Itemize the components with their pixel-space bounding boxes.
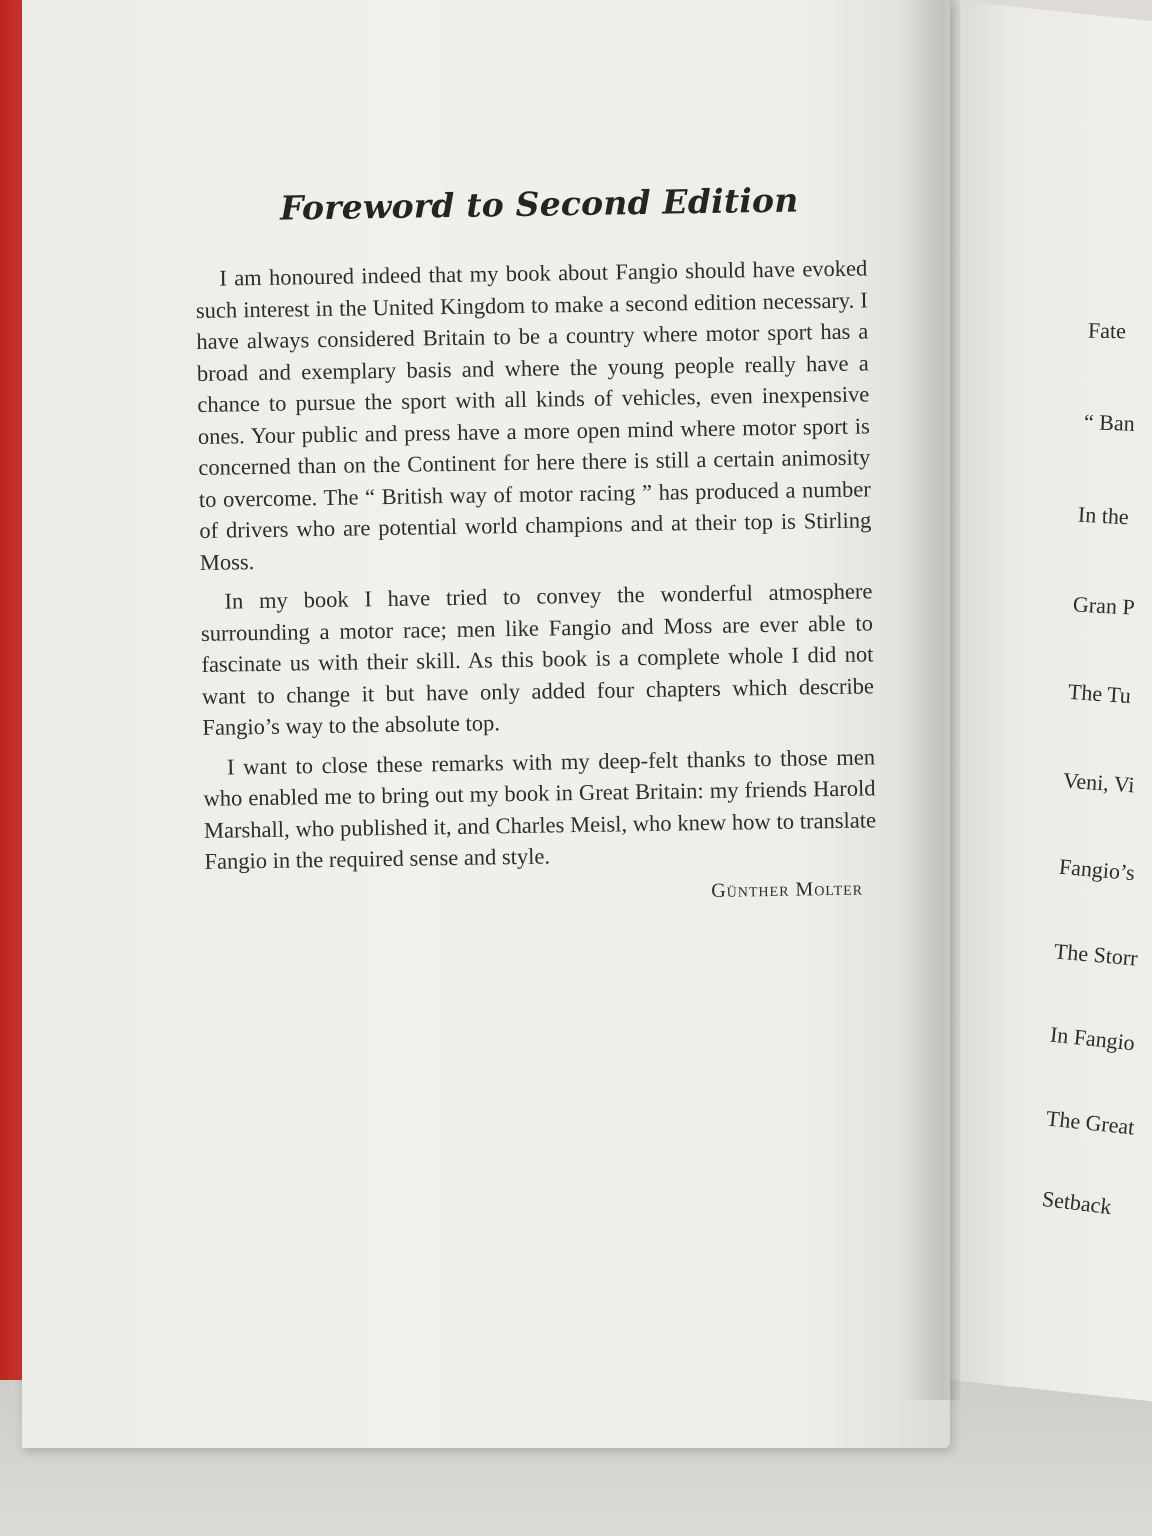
toc-item: Fate	[1087, 317, 1127, 344]
toc-item: The Tu	[1067, 678, 1132, 709]
toc-item: “ Ban	[1083, 409, 1136, 436]
toc-item: In Fangio	[1048, 1021, 1137, 1056]
author-signature: Günther Molter	[711, 877, 864, 902]
page-title: Foreword to Second Edition	[279, 180, 799, 228]
foreword-paragraph-3: I want to close these remarks with my deep-felt thanks to those men who enabled me to bring out my book in Great Britain: my friends Harold Marshall, who published it, and Charles Meisl, who knew how to translate Fangio in the required sense and style.	[203, 743, 877, 874]
foreword-paragraph-2: In my book I have tried to convey the wonderful atmosphere surrounding a motor race; men like Fangio and Moss are ever able to fascinate us with their skill. As this book is a complete whole I did not want to change it but have only added four chapters which describe Fangio’s way to the absolute top.	[200, 578, 875, 740]
toc-item: In the	[1077, 501, 1130, 530]
toc-item: The Great	[1044, 1105, 1136, 1140]
toc-item: The Storr	[1053, 938, 1139, 971]
toc-item: Setback	[1040, 1185, 1113, 1220]
toc-item: Veni, Vi	[1062, 767, 1136, 798]
toc-item: Gran P	[1072, 591, 1136, 620]
foreword-paragraph-1: I am honoured indeed that my book about Fangio should have evoked such interest in the United Kingdom to make a second edition necessary. I have always considered Britain to be a country where motor sport has a broad and exemplary basis and where the young people really have a chance to pursue the sport with all kinds of vehicles, even inexpensive ones. Your public and press have a more open mind where motor sport is concerned than on the Continent for here there is still a certain animosity to overcome. The “ British way of motor racing ” has produced a number of drivers who are potential world champions and at their top is Stirling Moss.	[195, 255, 872, 575]
toc-item: Fangio’s	[1058, 853, 1136, 886]
